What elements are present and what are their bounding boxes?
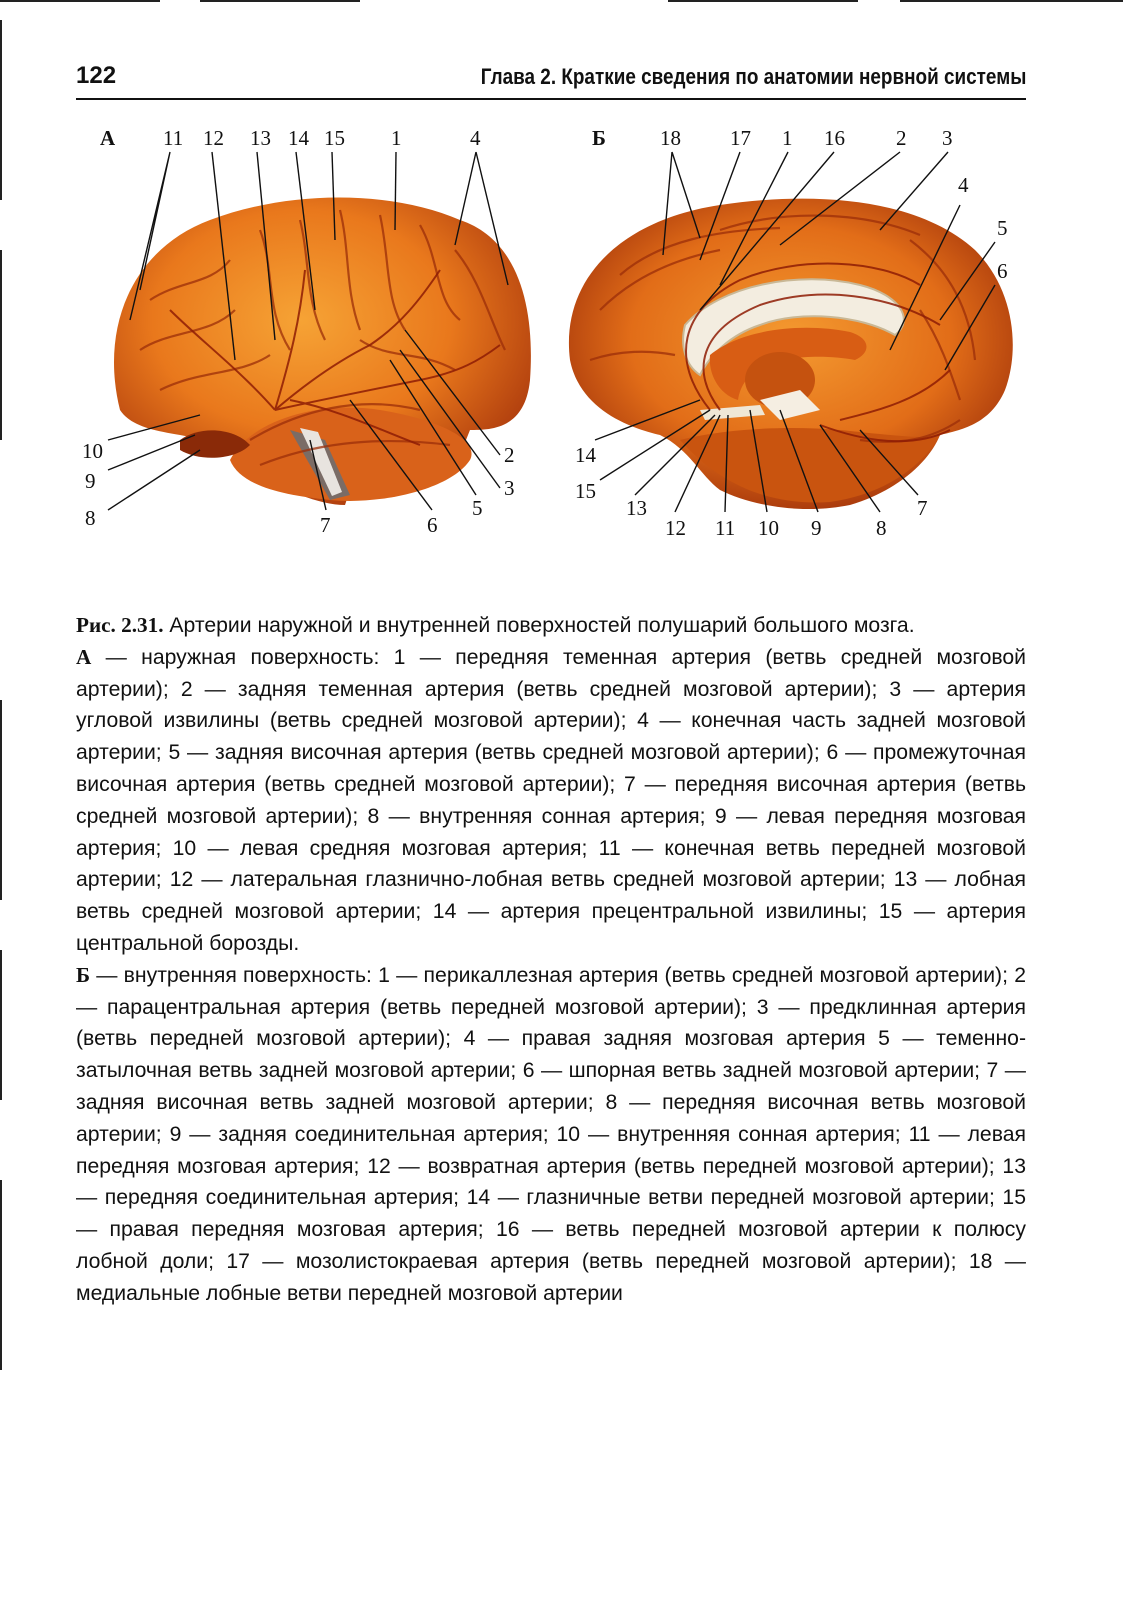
label-a-15: 15 [324,126,345,150]
section-b-letter: Б [76,962,91,987]
section-a-letter: А [76,644,92,669]
label-a-8: 8 [85,506,96,530]
label-b-12: 12 [665,516,686,540]
scan-edge-mark [0,250,2,440]
label-b-13: 13 [626,496,647,520]
label-a-2: 2 [504,443,515,467]
label-a-5: 5 [472,496,483,520]
label-a-9: 9 [85,469,96,493]
figure-title: Артерии наружной и внутренней поверхностей полушарий большого мозга. [169,614,915,637]
label-b-7: 7 [917,496,928,520]
section-a-text: — наружная поверхность: 1 — передняя теменная артерия (ветвь средней мозговой артерии); 2 — задняя теменная артерия (ветвь средней мозговой артерии); 3 — артерия угловой извилины (ветвь средней мозговой артерии); 4 — конечная часть задней мозговой артерии; 5 — задняя височная артерия (ветвь средней мозговой артерии); 6 — промежуточная височная артерия (ветвь средней мозговой артерии); 7 — передняя височная артерия (ветвь средней мозговой артерии); 8 — внутренняя сонная артерия; 9 — левая передняя мозговая артерия; 10 — левая средняя мозговая артерия; 11 — конечная ветвь передней мозговой артерии; 12 — латеральная глазнично-лобная ветвь средней мозговой артерии; 13 — лобная ветвь средней мозговой артерии; 14 — артерия прецентральной извилины; 15 — артерия центральной борозды. [76,645,1026,955]
label-b-2: 2 [896,126,907,150]
panel-a-brain-image [114,198,531,506]
label-b-3: 3 [942,126,953,150]
scan-edge-mark [0,700,2,900]
panel-b-brain-image [569,199,1013,509]
label-a-11: 11 [163,126,184,150]
scan-edge-mark [668,0,858,2]
label-a-7: 7 [320,513,331,537]
figure-number: Рис. 2.31. [76,613,164,637]
label-a-4: 4 [470,126,481,150]
page-number: 122 [76,62,117,89]
label-a-14: 14 [288,126,309,150]
label-b-11: 11 [715,516,736,540]
label-b-18: 18 [660,126,681,150]
label-a-6: 6 [427,513,438,537]
scan-edge-mark [200,0,360,2]
scan-edge-mark [900,0,1123,2]
caption-section-a [76,642,1026,960]
chapter-title: Глава 2. Краткие сведения по анатомии нервной системы [480,64,1026,89]
figure-illustration [60,110,1060,580]
brain-arteries-figure [60,110,1060,580]
page-header [76,58,1026,100]
label-b-1: 1 [782,126,793,150]
label-a-1: 1 [391,126,402,150]
label-b-15: 15 [575,479,596,503]
label-b-8: 8 [876,516,887,540]
panel-b-letter: Б [592,126,606,150]
label-b-17: 17 [730,126,751,150]
label-b-14: 14 [575,443,596,467]
figure-caption [76,610,1026,1310]
scan-edge-mark [0,20,2,200]
label-a-12: 12 [203,126,224,150]
label-b-4: 4 [958,173,969,197]
panel-a-letter: А [100,126,116,150]
label-b-6: 6 [997,259,1008,283]
caption-section-b [76,960,1026,1310]
label-b-16: 16 [824,126,845,150]
scan-edge-mark [0,1180,2,1370]
caption-title-paragraph [76,610,1026,642]
scan-edge-mark [0,0,160,2]
label-a-10: 10 [82,439,103,463]
label-b-9: 9 [811,516,822,540]
section-b-text: — внутренняя поверхность: 1 — перикаллезная артерия (ветвь средней мозговой артерии); 2 — парацентральная артерия (ветвь передней мозговой артерии); 3 — предклинная артерия (ветвь передней мозговой артерии); 4 — правая задняя мозговая артерия 5 — теменно-затылочная ветвь задней мозговой артерии; 6 — шпорная ветвь задней мозговой артерии; 7 — задняя височная ветвь задней мозговой артерии; 8 — передняя височная ветвь мозговой артерии; 9 — задняя соединительная артерия; 10 — внутренняя сонная артерия; 11 — левая передняя мозговая артерия; 12 — возвратная артерия (ветвь передней мозговой артерии); 13 — передняя соединительная артерия; 14 — глазничные ветви передней мозговой артерии; 15 — правая передняя мозговая артерия; 16 — ветвь передней мозговой артерии к полюсу лобной доли; 17 — мозолистокраевая артерия (ветвь передней мозговой артерии); 18 — медиальные лобные ветви передней мозговой артерии [76,963,1026,1305]
label-a-3: 3 [504,476,515,500]
scan-edge-mark [0,950,2,1100]
label-b-5: 5 [997,216,1008,240]
label-b-10: 10 [758,516,779,540]
label-a-13: 13 [250,126,271,150]
